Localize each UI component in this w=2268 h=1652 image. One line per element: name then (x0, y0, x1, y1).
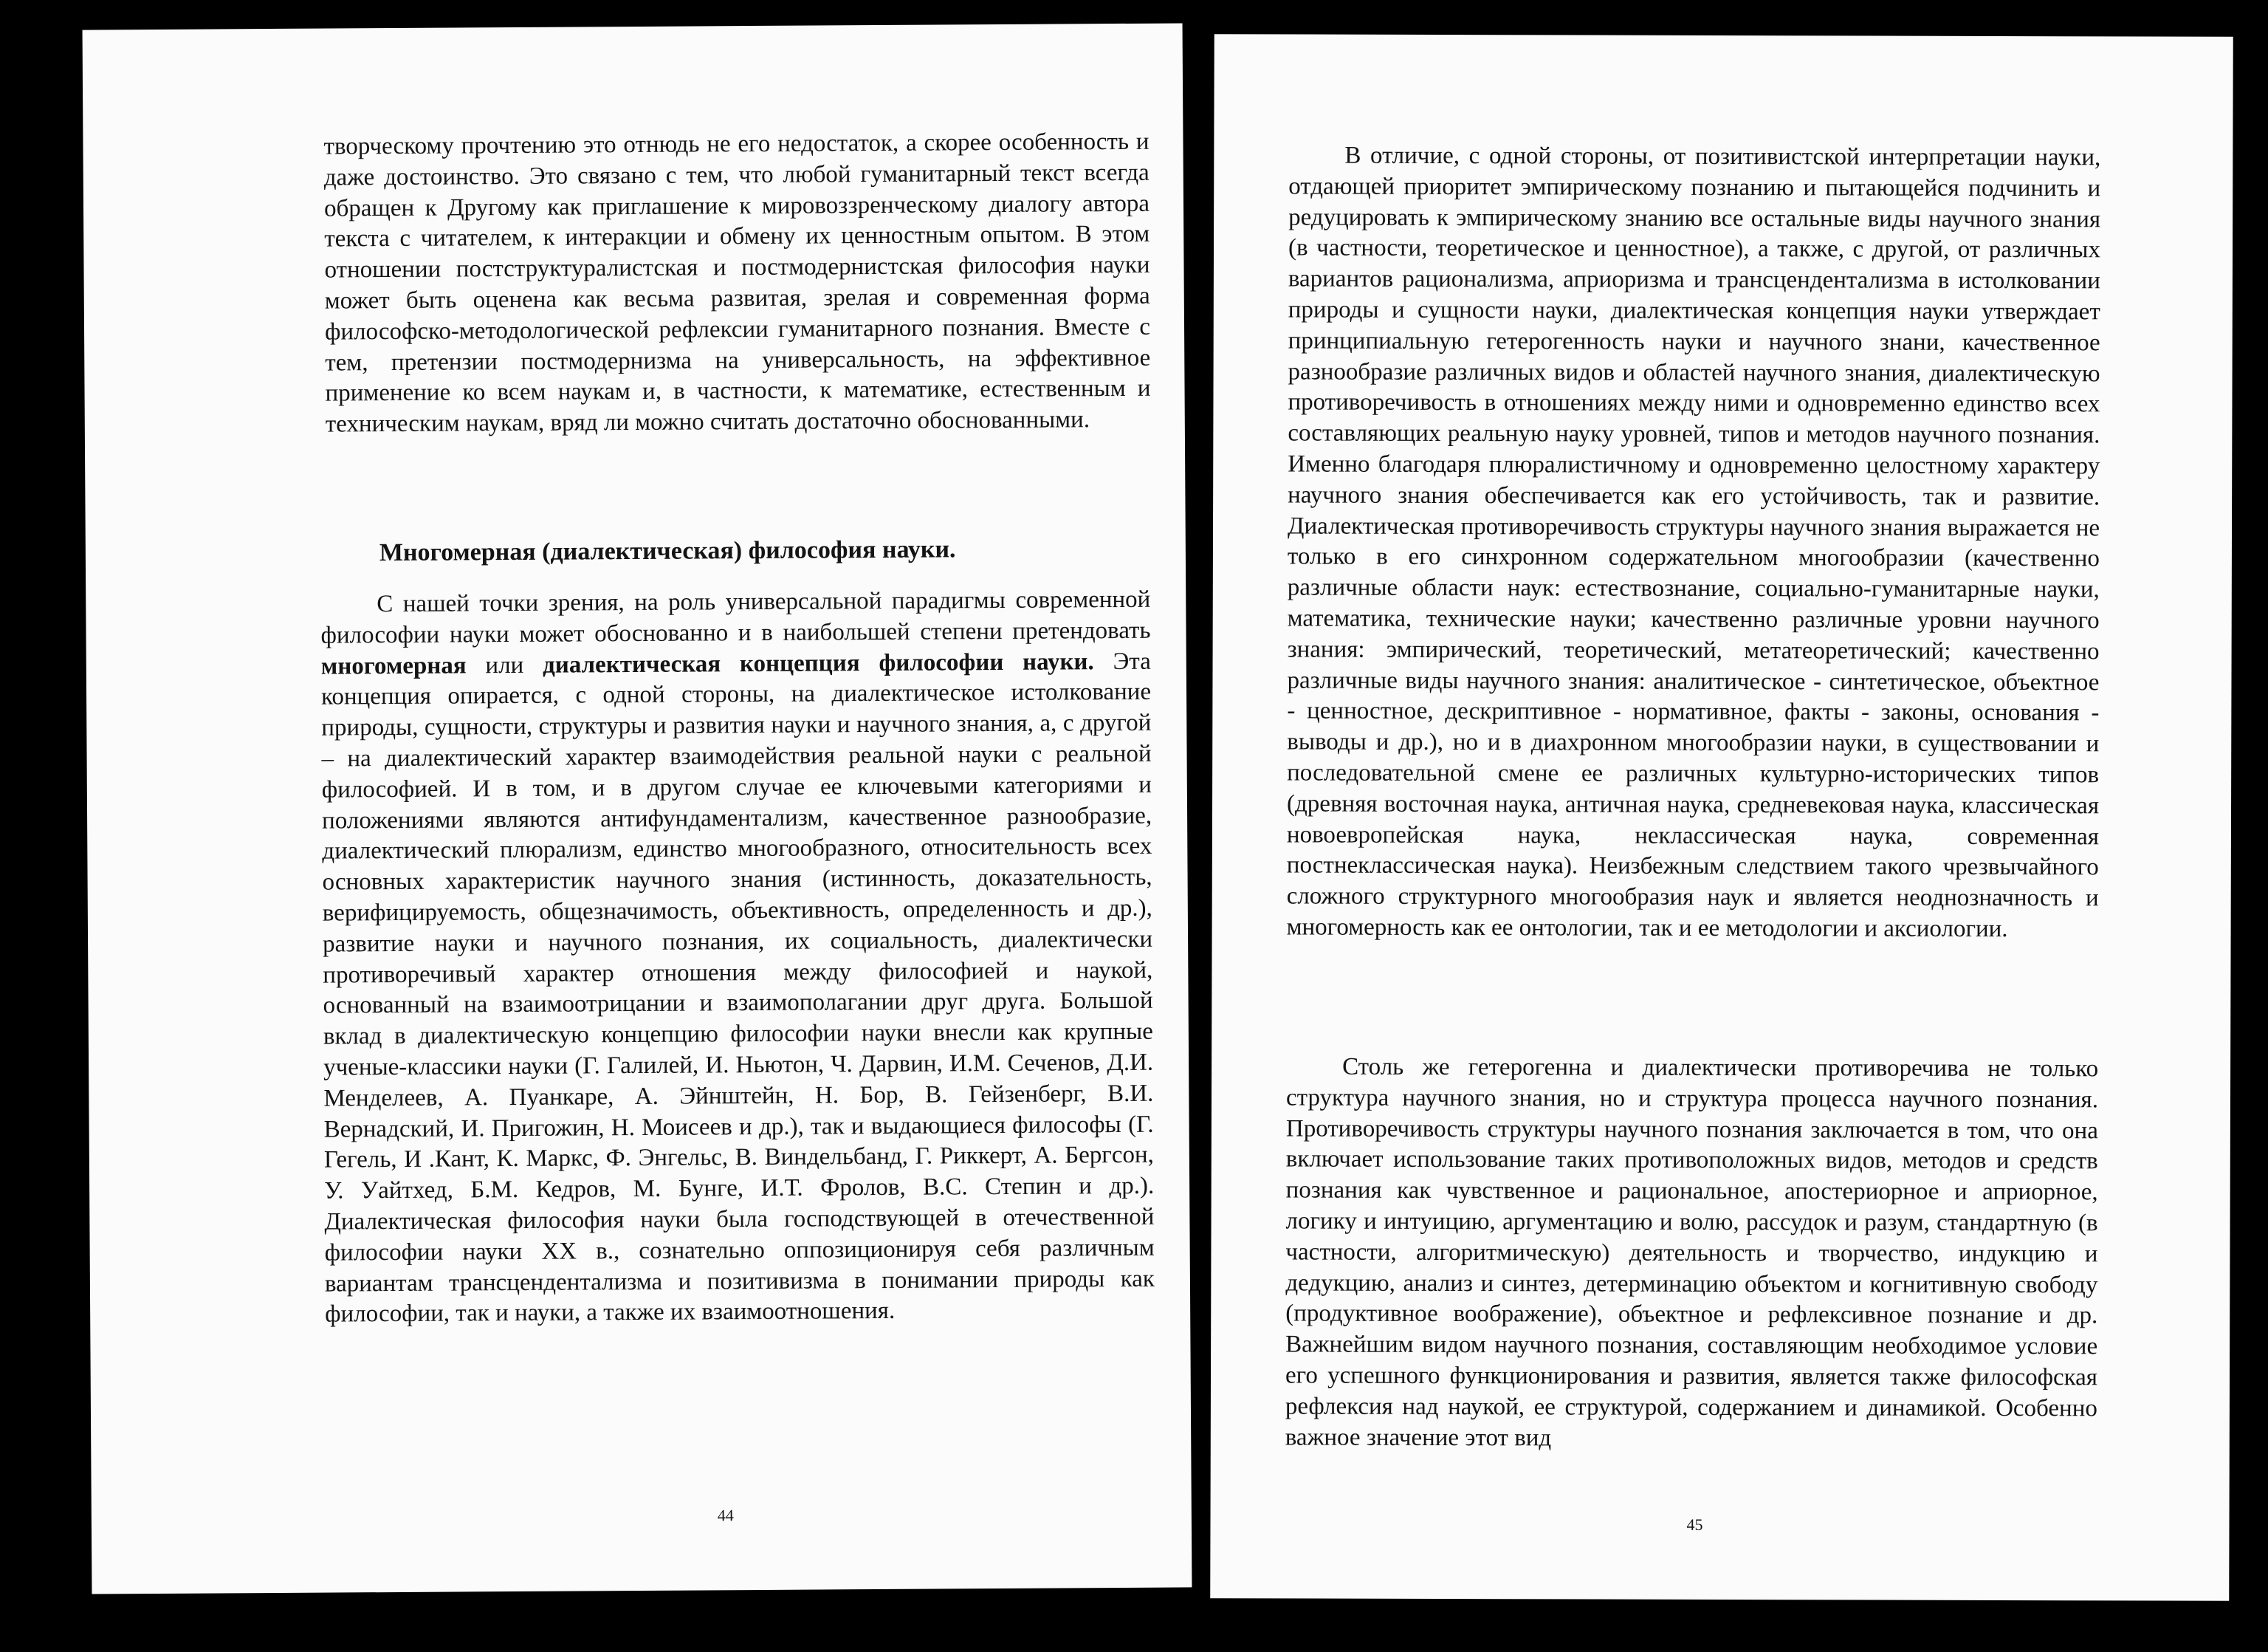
left-page (83, 23, 1192, 1594)
page-number-right: 45 (1686, 1515, 1703, 1534)
section-heading: Многомерная (диалектическая) философия науки. (379, 535, 956, 567)
paragraph-2-text-a: С нашей точки зрения, на роль универсальной парадигмы современной философии науки может обоснованно и в наибольшей степени претендовать (320, 586, 1151, 649)
paragraph-2-text-b: или (466, 651, 543, 679)
paragraph-2-bold-2: диалектическая концепция философии науки. (542, 648, 1094, 679)
left-paragraph-2 (320, 585, 1155, 1331)
right-page (1210, 34, 2233, 1601)
right-paragraph-1: В отличие, с одной стороны, от позитивистской интерпретации науки, отдающей приоритет эмпирическому познанию и пытающейся подчинить и редуцировать к эмпирическому знанию все остальные виды научного знания (в частности, теоретическое и ценностное), а также, с другой, от различных вариантов рационализма, априоризма и трансцендентализма в истолковании природы и сущности науки, диалектическая концепция науки утверждает принципиальную гетерогенность науки и научного знани, качественное разнообразие различных видов и областей научного знания, диалектическую противоречивость в отношениях между ними и одновременно единство всех составляющих реальную науку уровней, типов и методов научного познания. Именно благодаря плюралистичному и одновременно целостному характеру научного знания обеспечивается как его устойчивость, так и развитие. Диалектическая противоречивость структуры научного знания выражается не только в его синхронном содержательном многообразии (качественно различные области наук: естествознание, социально-гуманитарные науки, математика, технические науки; качественно различные уровни научного знания: эмпирический, теоретический, метатеоретический; качественно различные виды научного знания: аналитическое - синтетическое, объектное - ценностное, дескриптивное - нормативное, факты - законы, основания - выводы и др.), но и в диахронном многообразии науки, в существовании и последовательной смене ее различных культурно-исторических типов (древняя восточная наука, античная наука, средневековая наука, классическая новоевропейская наука, неклассическая наука, современная постнеклассическая наука). Неизбежным следствием такого чрезвычайного сложного структурного многообразия наук и является неоднозначность и многомерность как ее онтологии, так и ее методологии и аксиологии. (1286, 142, 2101, 942)
paragraph-2-bold-1: многомерная (320, 652, 467, 680)
right-paragraph-2: Столь же гетерогенна и диалектически противоречива не только структура научного знания, но и структура процесса научного познания. Противоречивость структуры научного познания заключается в том, что она включает использование таких противоположных видов, методов и средств познания как чувственное и рациональное, апостериорное и априорное, логику и интуицию, аргументацию и волю, рассудок и разум, стандартную (в частности, алгоритмическую) деятельность и творчество, индукцию и дедукцию, анализ и синтез, детерминацию объектом и когнитивную свободу (продуктивное воображение), объектное и рефлексивное познание и др. Важнейшим видом научного познания, составляющим необходимое условие его успешного функционирования и развития, является также философская рефлексия над наукой, ее структурой, содержанием и динамикой. Особенно важное значение этот вид (1285, 1053, 2099, 1451)
paragraph-2-text-c: Эта концепция опирается, с одной стороны, на диалектическое истолкование природы, сущности, структуры и развития науки и научного знания, а, с другой – на диалектический характер взаимодействия реальной науки с реальной философией. И в том, и в другом случае ее ключевыми категориями и положениями являются антифундаментализм, качественное разнообразие, диалектический плюрализм, единство многообразного, относительность всех основных характеристик научного знания (истинность, доказательность, верифицируемость, общезначимость, объективность, определенность и др.), развитие науки и научного познания, их социальность, диалектически противоречивый характер отношения между философией и наукой, основанный на взаимоотрицании и взаимополагании друг друга. Большой вклад в диалектическую концепцию философии науки внесли как крупные ученые-классики науки (Г. Галилей, И. Ньютон, Ч. Дарвин, И.М. Сеченов, Д.И. Менделеев, А. Пуанкаре, А. Эйнштейн, Н. Бор, В. Гейзенберг, В.И. Вернадский, И. Пригожин, Н. Моисеев и др.), так и выдающиеся философы (Г. Гегель, И .Кант, К. Маркс, Ф. Энгельс, В. Виндельбанд, Г. Риккерт, А. Бергсон, У. Уайтхед, Б.М. Кедров, М. Бунге, И.Т. Фролов, В.С. Степин и др.). Диалектическая философия науки была господствующей в отечественной философии науки XX в., сознательно оппозиционируя себя различным вариантам трансцендентализма и позитивизма в понимании природы как философии, так и науки, а также их взаимоотношения. (320, 648, 1155, 1328)
left-paragraph-1: творческому прочтению это отнюдь не его недостаток, а скорее особенность и даже достоинство. Это связано с тем, что любой гуманитарный текст всегда обращен к Другому как приглашение к мировоззренческому диалогу автора текста с читателем, к интеракции и обмену их ценностным опытом. В этом отношении постструктуралистская и постмодернистская философия науки может быть оценена как весьма развитая, зрелая и современная форма философско-методологической рефлексии гуманитарного познания. Вместе с тем, претензии постмодернизма на универсальность, на эффективное применение ко всем наукам и, в частности, к математике, естественным и техническим наукам, вряд ли можно считать достаточно обоснованными. (323, 128, 1151, 438)
page-number-left: 44 (717, 1506, 734, 1525)
